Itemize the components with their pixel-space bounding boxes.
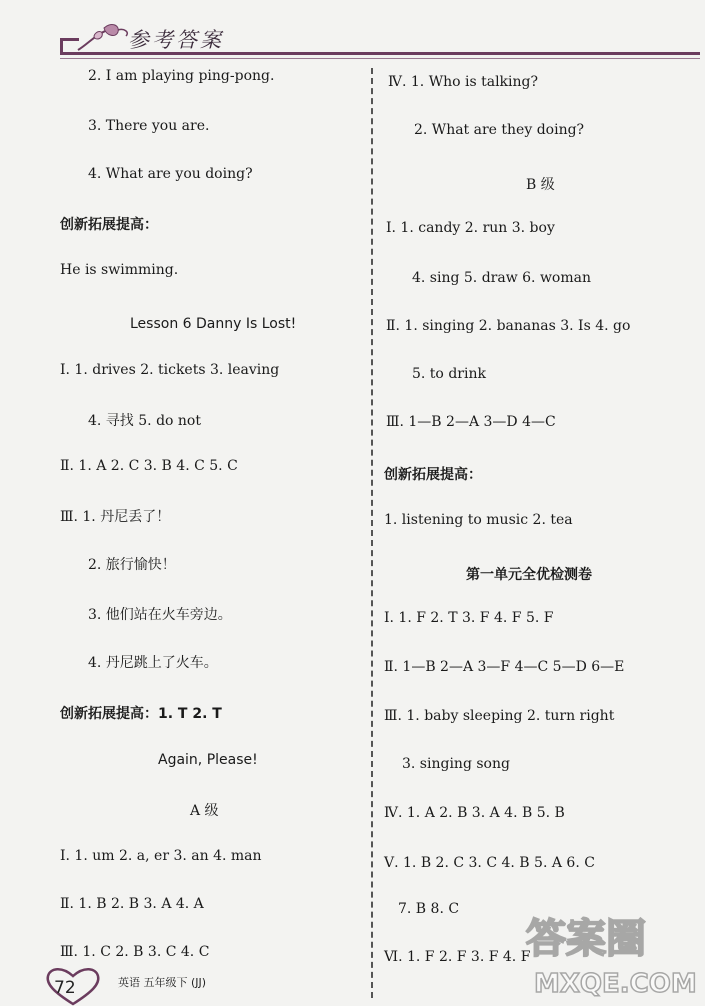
right-answer-line: 7. B 8. C: [398, 901, 460, 917]
left-answer-line: 4. 丹尼跳上了火车。: [88, 655, 218, 671]
left-answer-line: Lesson 6 Danny Is Lost!: [130, 316, 297, 332]
left-answer-line: 3. There you are.: [88, 118, 210, 134]
left-answer-line: A 级: [190, 803, 219, 819]
right-answer-line: Ⅳ. 1. A 2. B 3. A 4. B 5. B: [384, 805, 565, 821]
right-answer-line: Ⅱ. 1. singing 2. bananas 3. Is 4. go: [386, 318, 631, 334]
left-answer-line: 2. 旅行愉快！: [88, 557, 176, 573]
header-rule: [60, 52, 700, 55]
header-title: 参考答案: [128, 28, 224, 52]
right-answer-line: 2. What are they doing?: [414, 122, 585, 138]
watermark-logo: [520, 908, 705, 1000]
left-answer-line: Ⅰ. 1. um 2. a, er 3. an 4. man: [60, 848, 262, 864]
left-answer-line: 2. I am playing ping-pong.: [88, 68, 275, 84]
right-answer-line: Ⅴ. 1. B 2. C 3. C 4. B 5. A 6. C: [384, 855, 595, 871]
left-answer-line: 创新拓展提高：: [60, 217, 158, 233]
right-answer-line: Ⅰ. 1. F 2. T 3. F 4. F 5. F: [384, 610, 554, 626]
page-number: 72: [54, 978, 76, 998]
right-answer-line: 5. to drink: [412, 366, 486, 382]
left-answer-line: Ⅰ. 1. drives 2. tickets 3. leaving: [60, 362, 280, 378]
left-answer-line: Ⅲ. 1. C 2. B 3. C 4. C: [60, 944, 210, 960]
header-rule-thin: [60, 58, 700, 59]
right-answer-line: Ⅲ. 1. baby sleeping 2. turn right: [384, 708, 615, 724]
left-answer-line: Again, Please!: [158, 752, 258, 768]
right-answer-line: 创新拓展提高：: [384, 467, 482, 483]
left-answer-line: Ⅲ. 1. 丹尼丢了！: [60, 509, 171, 525]
left-answer-line: 3. 他们站在火车旁边。: [88, 607, 232, 623]
right-answer-line: Ⅵ. 1. F 2. F 3. F 4. F: [384, 949, 531, 965]
right-answer-line: 第一单元全优检测卷: [466, 567, 592, 583]
right-answer-line: Ⅳ. 1. Who is talking?: [388, 74, 538, 90]
footer-book-info: 英语 五年级下 (JJ): [118, 976, 207, 989]
right-answer-line: Ⅰ. 1. candy 2. run 3. boy: [386, 220, 555, 236]
right-answer-line: 3. singing song: [402, 756, 510, 772]
flower-icon: [74, 20, 134, 54]
right-answer-line: B 级: [526, 177, 555, 193]
page-header: [60, 16, 700, 64]
column-divider: [371, 68, 373, 998]
left-answer-line: He is swimming.: [60, 262, 179, 278]
svg-text:答案圈: 答案圈: [526, 916, 646, 962]
right-answer-line: 1. listening to music 2. tea: [384, 512, 573, 528]
right-answer-line: Ⅲ. 1—B 2—A 3—D 4—C: [386, 414, 556, 430]
svg-text:MXQE.COM: MXQE.COM: [534, 969, 697, 999]
left-answer-line: Ⅱ. 1. B 2. B 3. A 4. A: [60, 896, 204, 912]
left-answer-line: 4. 寻找 5. do not: [88, 413, 201, 429]
left-answer-line: 4. What are you doing?: [88, 166, 253, 182]
left-answer-line: Ⅱ. 1. A 2. C 3. B 4. C 5. C: [60, 458, 238, 474]
right-answer-line: 4. sing 5. draw 6. woman: [412, 270, 591, 286]
left-answer-line: 创新拓展提高：1. T 2. T: [60, 706, 222, 722]
right-answer-line: Ⅱ. 1—B 2—A 3—F 4—C 5—D 6—E: [384, 659, 625, 675]
